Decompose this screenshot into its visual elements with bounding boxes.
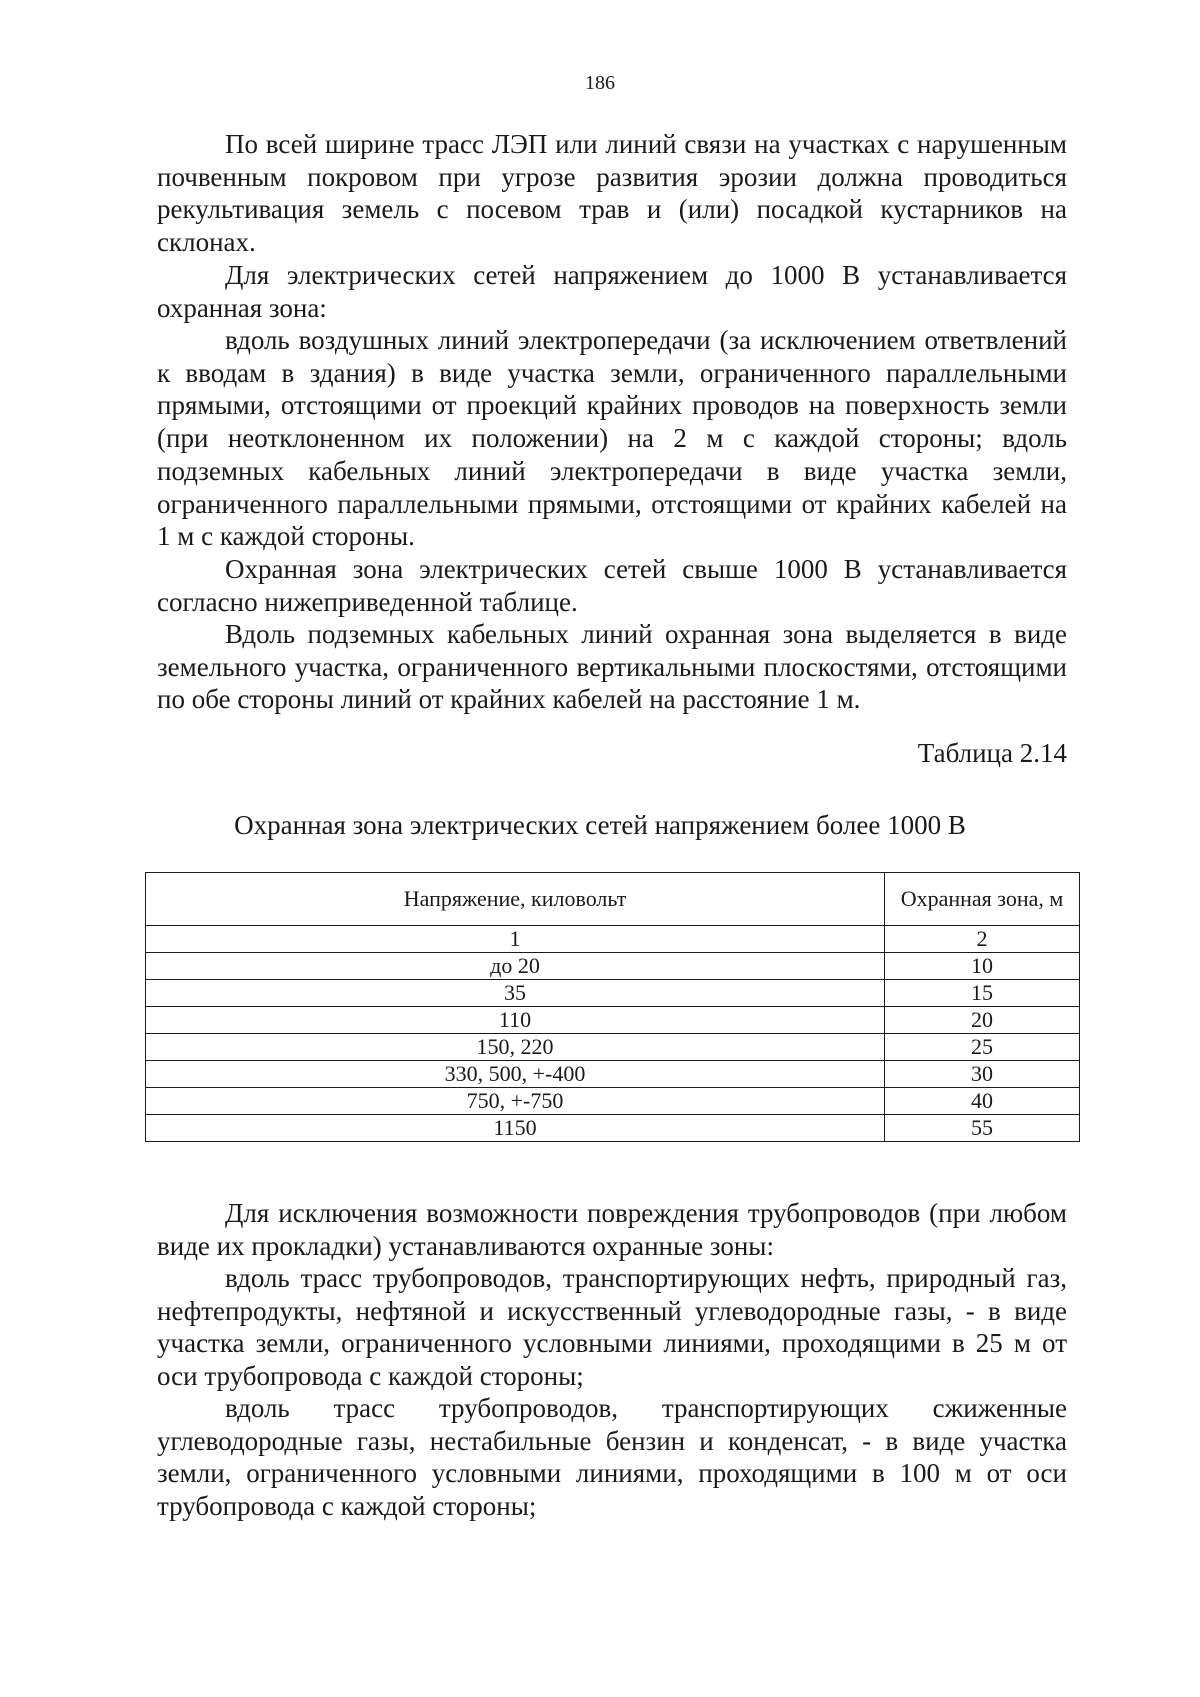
header-zone: Охранная зона, м [885, 873, 1080, 926]
table-row [146, 953, 1080, 980]
paragraph-overhead-lines: вдоль воздушных линий электропередачи (за исключением ответвлений к вводам в здания) в виде участка земли, ограниченного параллельными прямыми, отстоящими от проекций крайних проводов на поверхность земли (при неотклоненном их положении) на 2 м с каждой стороны; вдоль подземных кабельных линий электропередачи в виде участка земли, ограниченного параллельными прямыми, отстоящими от крайних кабелей на 1 м с каждой стороны. [157, 325, 1067, 552]
header-voltage: Напряжение, киловольт [146, 873, 885, 926]
cell-zone: 40 [885, 1088, 1080, 1115]
cell-voltage: 1150 [146, 1115, 885, 1142]
cell-voltage: 110 [146, 1007, 885, 1034]
cell-zone: 10 [885, 953, 1080, 980]
cell-voltage: 150, 220 [146, 1034, 885, 1061]
table-row [146, 1115, 1080, 1142]
table-label: Таблица 2.14 [917, 738, 1067, 768]
page-number: 186 [585, 72, 615, 94]
table-row [146, 980, 1080, 1007]
paragraph-reclamation: По всей ширине трасс ЛЭП или линий связи на участках с нарушенным почвенным покровом при угрозе развития эрозии должна проводиться рекультивация земель с посевом трав и (или) посадкой кустарников на склонах. [157, 129, 1067, 258]
table-row [146, 1088, 1080, 1115]
table-row [146, 1061, 1080, 1088]
cell-voltage: 1 [146, 926, 885, 953]
protection-zone-table [145, 872, 1080, 1142]
cell-zone: 15 [885, 980, 1080, 1007]
table-title: Охранная зона электрических сетей напряжением более 1000 В [234, 810, 966, 840]
paragraph-pipelines-intro: Для исключения возможности повреждения трубопроводов (при любом виде их прокладки) устанавливаются охранные зоны: [157, 1198, 1067, 1261]
paragraph-low-voltage-zone: Для электрических сетей напряжением до 1000 В устанавливается охранная зона: [157, 260, 1067, 323]
table-row [146, 1007, 1080, 1034]
paragraph-high-voltage-zone: Охранная зона электрических сетей свыше 1000 В устанавливается согласно нижеприведенной таблице. [157, 554, 1067, 617]
table-row [146, 1034, 1080, 1061]
cell-zone: 2 [885, 926, 1080, 953]
paragraph-liquefied-gas-pipelines: вдоль трасс трубопроводов, транспортирующих сжиженные углеводородные газы, нестабильные бензин и конденсат, - в виде участка земли, ограниченного условными линиями, проходящими в 100 м от оси трубопровода с каждой стороны; [157, 1393, 1067, 1522]
cell-zone: 20 [885, 1007, 1080, 1034]
table-header-row [146, 873, 1080, 926]
cell-zone: 55 [885, 1115, 1080, 1142]
cell-voltage: 330, 500, +-400 [146, 1061, 885, 1088]
cell-voltage: до 20 [146, 953, 885, 980]
cell-zone: 25 [885, 1034, 1080, 1061]
paragraph-oil-gas-pipelines: вдоль трасс трубопроводов, транспортирующих нефть, природный газ, нефтепродукты, нефтяной и искусственный углеводородные газы, - в виде участка земли, ограниченного условными линиями, проходящими в 25 м от оси трубопровода с каждой стороны; [157, 1263, 1067, 1392]
cell-voltage: 35 [146, 980, 885, 1007]
paragraph-cable-lines: Вдоль подземных кабельных линий охранная зона выделяется в виде земельного участка, ограниченного вертикальными плоскостями, отстоящими по обе стороны линий от крайних кабелей на расстояние 1 м. [157, 619, 1067, 715]
cell-voltage: 750, +-750 [146, 1088, 885, 1115]
table-row [146, 926, 1080, 953]
cell-zone: 30 [885, 1061, 1080, 1088]
